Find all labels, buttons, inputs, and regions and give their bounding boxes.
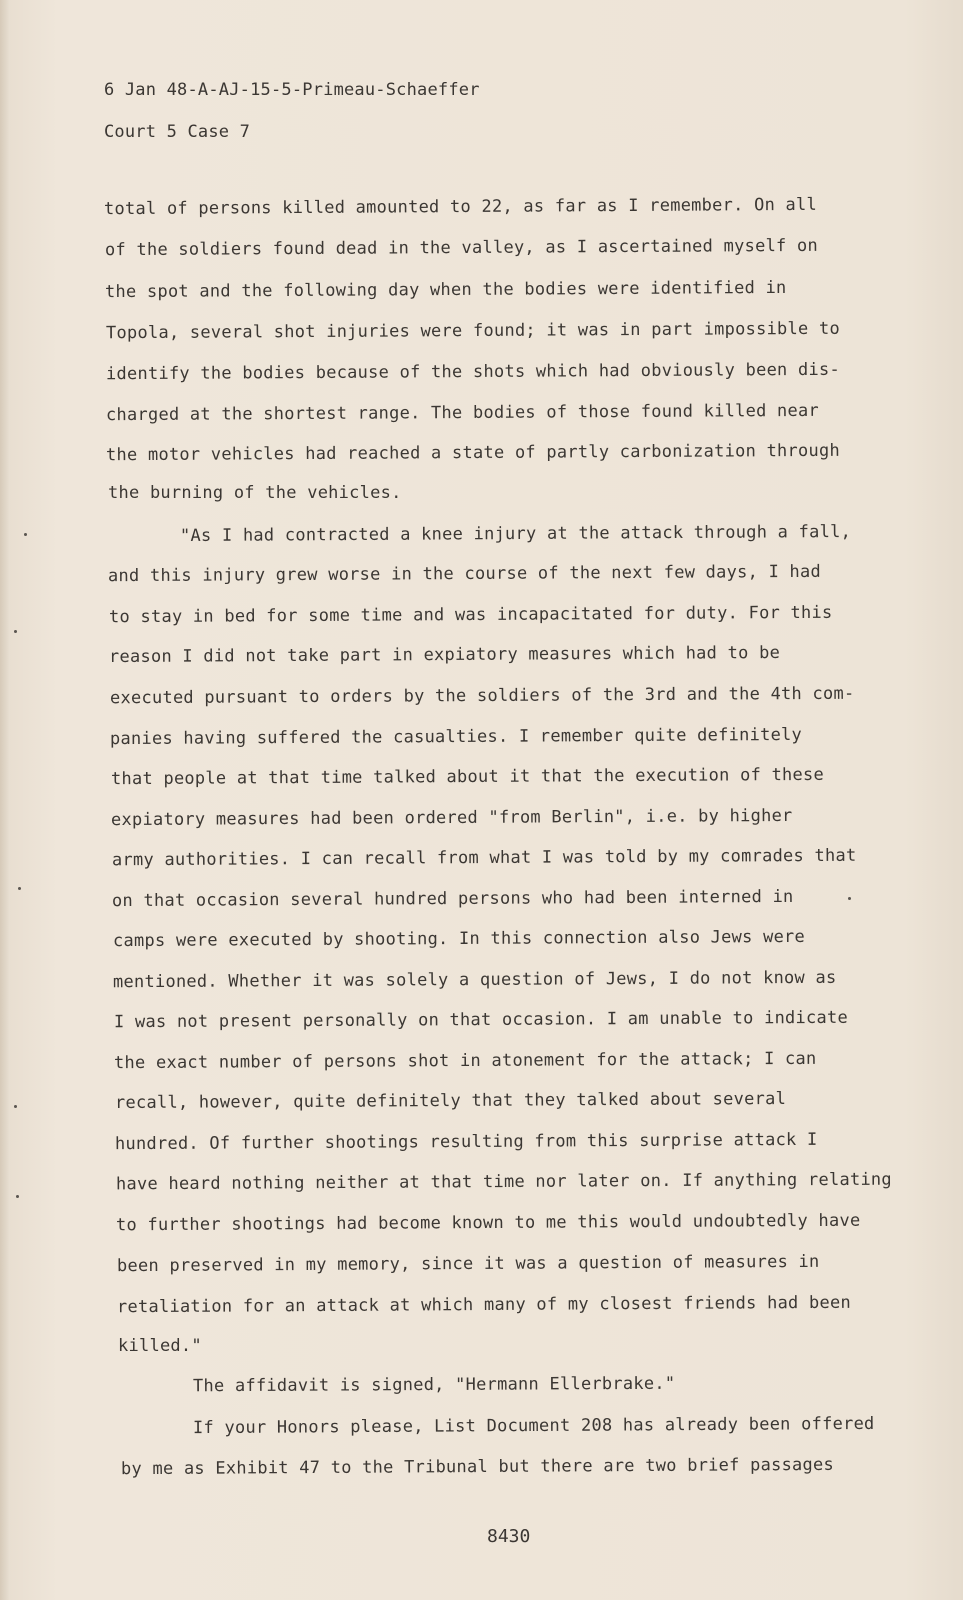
page-number: 8430 <box>487 1526 531 1547</box>
body-line: reason I did not take part in expiatory measures which had to be <box>108 642 781 668</box>
body-line: mentioned. Whether it was solely a question of Jews, I do not know as <box>112 967 837 993</box>
body-line: identify the bodies because of the shots which had obviously been dis- <box>105 359 841 385</box>
court-case-label: Court 5 Case 7 <box>104 122 251 142</box>
body-line: the burning of the vehicles. <box>108 483 402 503</box>
body-line: executed pursuant to orders by the soldiers of the 3rd and the 4th com- <box>109 683 855 709</box>
document-reference: 6 Jan 48-A-AJ-15-5-Primeau-Schaeffer <box>104 80 480 100</box>
body-line: camps were executed by shooting. In this connection also Jews were <box>112 926 806 952</box>
body-line: by me as Exhibit 47 to the Tribunal but there are two brief passages <box>120 1454 835 1480</box>
body-line: on that occasion several hundred persons who had been interned in <box>111 886 794 912</box>
body-line: Topola, several shot injuries were found; it was in part impossible to <box>105 318 841 344</box>
body-line: killed." <box>118 1336 202 1356</box>
body-line: The affidavit is signed, "Hermann Ellerbrake." <box>192 1373 676 1397</box>
body-line: retaliation for an attack at which many of my closest friends had been <box>116 1292 852 1318</box>
body-line: and this injury grew worse in the course of the next few days, I had <box>107 561 822 587</box>
body-line: "As I had contracted a knee injury at the attack through a fall, <box>179 521 852 547</box>
body-line: hundred. Of further shootings resulting from this surprise attack I <box>114 1129 818 1155</box>
paper-speck <box>14 1105 17 1108</box>
body-line: charged at the shortest range. The bodies of those found killed near <box>105 400 820 426</box>
paper-speck <box>24 533 27 536</box>
body-line: If your Honors please, List Document 208 has already been offered <box>192 1413 875 1439</box>
body-line: recall, however, quite definitely that they talked about several <box>114 1088 787 1114</box>
paper-speck <box>18 887 21 890</box>
body-line: to stay in bed for some time and was incapacitated for duty. For this <box>108 602 833 628</box>
paper-speck <box>14 630 17 633</box>
body-line: expiatory measures had been ordered "from Berlin", i.e. by higher <box>110 805 793 831</box>
body-line: have heard nothing neither at that time nor later on. If anything relating <box>115 1169 892 1195</box>
body-line: that people at that time talked about it that the execution of these <box>110 764 825 790</box>
body-line: total of persons killed amounted to 22, as far as I remember. On all <box>103 194 818 220</box>
paper-speck <box>848 897 851 900</box>
body-line: to further shootings had become known to me this would undoubtedly have <box>115 1210 861 1236</box>
body-line: army authorities. I can recall from what I was told by my comrades that <box>111 845 857 871</box>
body-line: the spot and the following day when the bodies were identified in <box>104 277 787 303</box>
body-line: been preserved in my memory, since it was a question of measures in <box>116 1251 820 1277</box>
body-line: of the soldiers found dead in the valley, as I ascertained myself on <box>104 235 819 261</box>
body-line: panies having suffered the casualties. I remember quite definitely <box>109 724 803 750</box>
body-line: I was not present personally on that occasion. I am unable to indicate <box>113 1007 849 1033</box>
paper-speck <box>16 1195 19 1198</box>
page-edge <box>0 0 10 1600</box>
body-line: the exact number of persons shot in atonement for the attack; I can <box>113 1048 817 1074</box>
body-line: the motor vehicles had reached a state of partly carbonization through <box>105 440 841 466</box>
